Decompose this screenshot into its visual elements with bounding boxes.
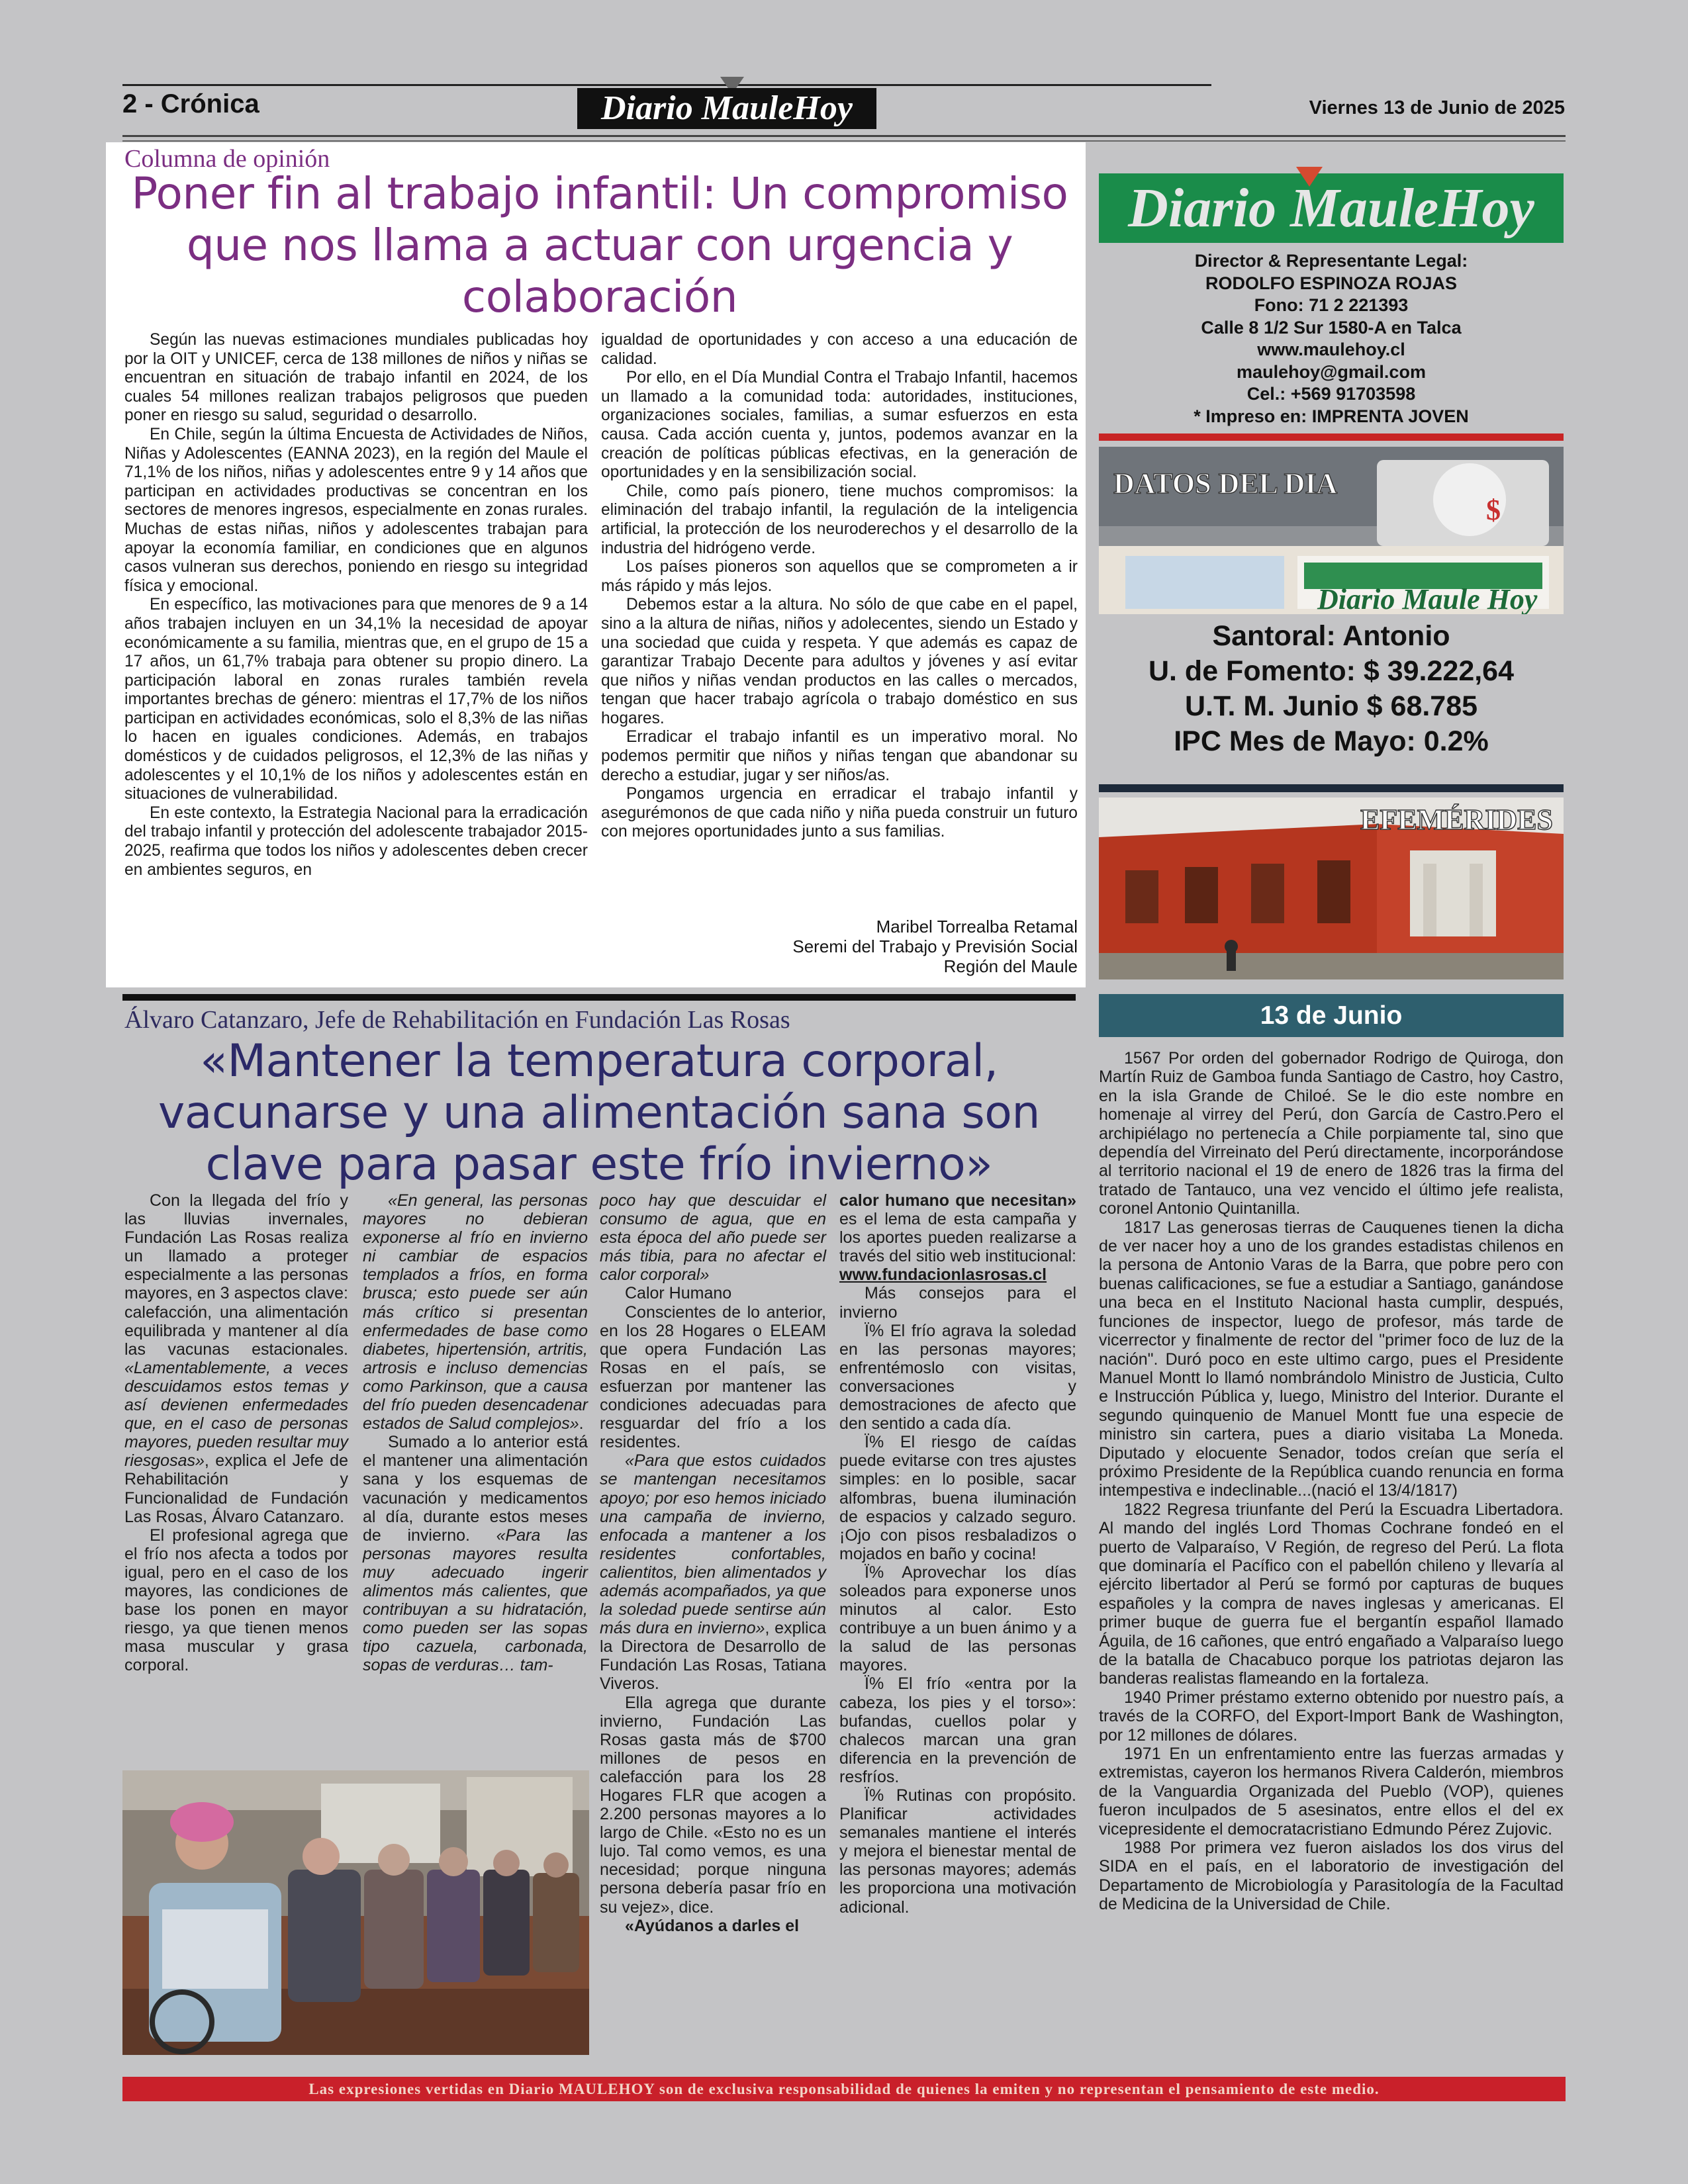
santoral: Santoral: Antonio — [1212, 620, 1450, 652]
article1-column-2 — [601, 331, 1078, 842]
header-divider — [122, 135, 1566, 137]
article-divider — [122, 994, 1076, 1001]
list-item: Ï% El frío agrava la soledad en las personas mayores; enfrentémoslo con visitas, conversaciones y demostraciones de afecto que den sentido a cada día. — [839, 1321, 1076, 1433]
article2-kicker: Álvaro Catanzaro, Jefe de Rehabilitación en Fundación Las Rosas — [124, 1006, 790, 1034]
list-item: Ï% Aprovechar los días soleados para exponerse unos minutos al calor. Esto contribuye a un buen ánimo y a la salud de las personas mayores. — [839, 1563, 1076, 1675]
paragraph: poco hay que descuidar el consumo de agua, que en esta época del año puede ser más tibia, para no afectar el calor corporal» — [600, 1191, 826, 1285]
sidebar-red-rule — [1099, 433, 1564, 441]
residents-photo — [122, 1770, 589, 2055]
ipc-value: IPC Mes de Mayo: 0.2% — [1174, 725, 1489, 757]
paragraph: Pongamos urgencia en erradicar el trabajo infantil y asegurémonos de que cada niño y niña pueda construir un futuro con mejores oportunidades junto a sus familias. — [601, 785, 1078, 841]
utm-value: U.T. M. Junio $ 68.785 — [1184, 690, 1478, 722]
sidebar-logo: Diario MauleHoy — [1099, 173, 1564, 243]
residents-photo-illustration — [122, 1770, 589, 2055]
article2-column-3 — [600, 1191, 826, 1935]
article1-headline: Poner fin al trabajo infantil: Un compromiso que nos llama a actuar con urgencia y colaboración — [131, 168, 1068, 322]
masthead-logo: Diario MauleHoy — [577, 88, 876, 129]
header-rule — [122, 84, 1211, 86]
section-label: 2 - Crónica — [122, 89, 259, 118]
email-link[interactable]: maulehoy@gmail.com — [1237, 361, 1426, 382]
list-item: Ï% Rutinas con propósito. Planificar actividades semanales mantiene el interés y mejora el bienestar mental de las personas mayores; además les proporciona una motivación adicional. — [839, 1786, 1076, 1917]
subheading: Calor Humano — [625, 1284, 732, 1303]
efemeride-item: 1822 Regresa triunfante del Perú la Escuadra Libertadora. Al mando del inglés Lord Thomas Cochrane fondeó en el puerto de Valparaíso, V Región, de regreso del Perú. La flota que dominaría el Pacífico con el pabellón chileno y llevaría al ejército libertador al Perú se formó por capturas de buques españoles y la compra de naves inglesas y americanas. El primer buque de guerra fue el bergantín español llamado Águila, de 16 cañones, que entró engañado a Valparaíso luego de la batalla de Chacabuco porque los patriotas dejaron las banderas realistas flameando en la fortaleza. — [1099, 1500, 1564, 1688]
author-name: Maribel Torrealba Retamal — [876, 917, 1078, 936]
header-divider-thin — [122, 140, 1566, 142]
paragraph: Con la llegada del frío y las lluvias invernales, Fundación Las Rosas realiza un llamado a proteger especialmente a las personas mayores, en 3 aspectos clave: calefacción, una alimentación equilibrada y mantener al día las vacunas estacionales. «Lamentablemente, a veces descuidamos estos temas y así devienen enfermedades que, en el caso de personas mayores, pueden resultar muy riesgosas», explica el Jefe de Rehabilitación y Funcionalidad de Fundación Las Rosas, Álvaro Catanzaro. — [124, 1191, 348, 1526]
efemerides-list — [1099, 1049, 1564, 1914]
website-link[interactable]: www.maulehoy.cl — [1257, 340, 1405, 359]
efemerides-image — [1099, 797, 1564, 979]
paragraph: Los países pioneros son aquellos que se comprometen a ir más rápido y más lejos. — [601, 558, 1078, 595]
article2-column-4 — [839, 1191, 1076, 1917]
paragraph: Según las nuevas estimaciones mundiales publicadas hoy por la OIT y UNICEF, cerca de 138 millones de niños y niñas se encuentran en situación de trabajo infantil en 2024, de los cuales 54 millones realizan trabajos peligrosos que pueden poner en riesgo su salud, seguridad o desarrollo. — [124, 331, 588, 425]
efemerides-title: EFEMÉRIDES — [1360, 803, 1553, 836]
paragraph: Conscientes de lo anterior, en los 28 Hogares o ELEAM que opera Fundación Las Rosas en el país, se esfuerzan por mantener las condiciones adecuadas para resguardar del frío a los residentes. — [600, 1302, 826, 1452]
paragraph: Debemos estar a la altura. No sólo de que cabe en el papel, sino a la altura de niñas, niños y adolecentes, siendo un Estado y una sociedad que cuida y respeta. Y que además es capaz de garantizar Trabajo Decente para adultos y jóvenes y así evitar que niños y niñas vendan productos en las calles o mercados, tengan que hacer trabajo agrícola o trabajo doméstico en sus hogares. — [601, 596, 1078, 727]
author-title: Seremi del Trabajo y Previsión Social — [792, 936, 1078, 956]
uf-value: U. de Fomento: $ 39.222,64 — [1148, 655, 1515, 687]
logo-triangle-icon — [1296, 167, 1323, 187]
article1-signature — [792, 917, 1078, 976]
paragraph: En este contexto, la Estrategia Nacional para la erradicación del trabajo infantil y protección del adolescente trabajador 2015-2025, reafirma que todos los niños y adolescentes deben crecer en ambientes seguros, en — [124, 803, 588, 879]
datos-del-dia-image — [1099, 447, 1564, 614]
paragraph: Sumado a lo anterior está el mantener una alimentación sana y los esquemas de vacunación y medicamentos al día, durante estos meses de invierno. «Para las personas mayores resulta muy adecuado ingerir alimentos más calientes, que contribuyan a su hidratación, como pueden ser las sopas tipo cazuela, carbonada, sopas de verduras… tam- — [363, 1433, 588, 1675]
datos-img-logo: Diario Maule Hoy — [1317, 583, 1538, 614]
paragraph: Erradicar el trabajo infantil es un imperativo moral. No podemos permitir que niños y niñas tengan que abandonar su derecho a estudiar, jugar y ser niños/as. — [601, 728, 1078, 784]
paragraph: En Chile, según la última Encuesta de Actividades de Niños, Niñas y Adolescentes (EANNA 2023), en la región del Maule el 71,1% de los niños, niñas y adolescentes entre 9 y 14 años que participan en actividades productivas se concentran en los sectores de menores ingresos, especialmente en zonas rurales. Muchas de estas niñas, niños y adolescentes trabajan para apoyar la economía familiar, en condiciones que en algunos casos vulneran sus derechos, poniendo en riesgo su integridad física y emocional. — [124, 425, 588, 595]
author-region: Región del Maule — [943, 956, 1078, 976]
efemerides-illustration — [1099, 797, 1564, 979]
paragraph: Ella agrega que durante invierno, Fundación Las Rosas gasta más de $700 millones de pesos en calefacción para los 28 Hogares FLR que acogen a 2.200 personas mayores a lo largo de Chile. «Esto no es un lujo. Tal como vemos, es una necesidad; porque ninguna persona debería pasar frío en su vejez», dice. — [600, 1693, 826, 1917]
article1-column-1 — [124, 331, 588, 880]
efemeride-item: 1988 Por primera vez fueron aislados los dos virus del SIDA en el país, en el laboratorio de investigación del Departamento de Microbiología y Parasitología de la Facultad de Medicina de la Universidad de Chile. — [1099, 1839, 1564, 1914]
article2-column-1 — [124, 1191, 348, 1674]
directory-line: Fono: 71 2 221393 — [1254, 295, 1409, 315]
directory-line: Calle 8 1/2 Sur 1580-A en Talca — [1201, 317, 1462, 338]
paragraph: El profesional agrega que el frío nos afecta a todos por igual, pero en el caso de los mayores, las condiciones de base los ponen en mayor riesgo, ya que tienen menos masa muscular y grasa corporal. — [124, 1525, 348, 1675]
paragraph: calor humano que necesitan» es el lema de esta campaña y los aportes pueden realizarse a través del sitio web institucional: www.fundacionlasrosas.cl — [839, 1191, 1076, 1285]
efemerides-date-bar: 13 de Junio — [1099, 994, 1564, 1037]
paragraph: Por ello, en el Día Mundial Contra el Trabajo Infantil, hacemos un llamado a la comunidad toda: autoridades, instituciones, organizaciones sociales, familias, a sumar esfuerzos en esta causa. Cada acción cuenta y, juntos, podemos avanzar en la creación de políticas públicas efectivas, en la generación de oportunidades y en la sensibilización social. — [601, 369, 1078, 482]
paragraph: igualdad de oportunidades y con acceso a una educación de calidad. — [601, 331, 1078, 368]
paragraph: Más consejos para el invierno — [839, 1284, 1076, 1322]
directory-line: RODOLFO ESPINOZA ROJAS — [1205, 273, 1458, 293]
sidebar-dark-rule — [1099, 784, 1564, 792]
directory-line: Director & Representante Legal: — [1194, 251, 1468, 271]
efemeride-item: 1971 En un enfrentamiento entre las fuerzas armadas y extremistas, cayeron los hermanos Rivera Calderón, miembros de la Vanguardia Organizada del Pueblo (VOP), quienes fueron inculpados de 5 asesinatos, entre ellos el del ex vicepresidente el democratacristiano Edmundo Pérez Zujovic. — [1099, 1745, 1564, 1839]
issue-date: Viernes 13 de Junio de 2025 — [1309, 97, 1565, 118]
datos-title: DATOS DEL DIA — [1113, 467, 1338, 500]
efemeride-item: 1567 Por orden del gobernador Rodrigo de Quiroga, don Martín Ruiz de Gamboa funda Santiago de Castro, hoy Castro, en la isla Grande de Chiloé. Se le dio este nombre en homenaje al virrey del Perú, don García de Castro.Pero el archipiélago no pertenecía a Chile porpiamente tal, sino que dependía del Virreinato del Perú directamente, incorporándose al territorio nacional el 19 de enero de 1826 tras la firma del tratado de Tantauco, una vez vencido el último jefe realista, coronel Antonio Quintanilla. — [1099, 1049, 1564, 1218]
paragraph: «En general, las personas mayores no debieran exponerse al frío en invierno ni cambiar de espacios templados a fríos, en forma brusca; esto puede ser aún más crítico si presentan enfermedades de base como diabetes, hipertensión, artritis, artrosis e incluso demencias como Parkinson, que a causa del frío pueden desencadenar estados de Salud complejos». — [363, 1191, 588, 1433]
article2-headline: «Mantener la temperatura corporal, vacunarse y una alimentación sana son clave para pasar este frío invierno» — [158, 1035, 1040, 1191]
paragraph: «Para que estos cuidados se mantengan necesitamos apoyo; por eso hemos iniciado una campaña de invierno, enfocada a mantener a los residentes confortables, calientitos, bien alimentados y además acompañados, ya que la soledad puede sentirse aún más dura en invierno», explica la Directora de Desarrollo de Fundación Las Rosas, Tatiana Viveros. — [600, 1451, 826, 1694]
efemeride-item: 1940 Primer préstamo externo obtenido por nuestro país, a través de la CORFO, del Export-Import Bank de Washington, por 12 millones de dólares. — [1099, 1688, 1564, 1745]
paragraph: «Ayúdanos a darles el — [625, 1916, 800, 1935]
staff-directory — [1099, 250, 1564, 428]
efemeride-item: 1817 Las generosas tierras de Cauquenes tienen la dicha de ver nacer hoy a uno de los grandes estadistas chilenos en la persona de Antonio Varas de la Barra, que pobre pero con buenas calificaciones, se fue a estudiar a Santiago, ganándose una beca en el Instituto Nacional hasta cumplir, después, funciones de inspector, luego de profesor, más tarde de vicerrector y finalmente de rector del "primer foco de luz de la nación". Duró poco en este ultimo cargo, pues el Presidente Manuel Montt lo llamó nombrándolo Ministro de Justicia, Culto e Instrucción Pública y, luego, Ministro del Interior. Durante el segundo quinquenio de Manuel Montt fue una especie de ministro sin cartera, pues a diario visitaba La Moneda. Diputado y elocuente Senador, todos creían que sería el próximo Presidente de la República cuando renuncia en forma intempestiva e indeclinable...(nació el 13/4/1817) — [1099, 1218, 1564, 1500]
directory-line: Cel.: +569 91703598 — [1246, 384, 1416, 404]
article1-kicker: Columna de opinión — [124, 145, 330, 173]
datos-del-dia-illustration — [1099, 447, 1564, 614]
directory-line: * Impreso en: IMPRENTA JOVEN — [1194, 406, 1469, 426]
list-item: Ï% El riesgo de caídas puede evitarse con tres ajustes simples: en lo posible, sacar alfombras, buena iluminación de espacios y calzado seguro. ¡Ojo con pisos resbaladizos o mojados en baño y cocina! — [839, 1433, 1076, 1563]
disclaimer-footer: Las expresiones vertidas en Diario MAULEHOY son de exclusiva responsabilidad de quienes la emiten y no representan el pensamiento de este medio. — [122, 2077, 1566, 2101]
daily-values — [1099, 619, 1564, 759]
paragraph: Chile, como país pionero, tiene muchos compromisos: la eliminación del trabajo infantil, la regulación de la inteligencia artificial, la protección de los neuroderechos y el desarrollo de la industria del hidrógeno verde. — [601, 482, 1078, 557]
svg-text:$: $ — [1486, 494, 1501, 526]
list-item: Ï% El frío «entra por la cabeza, los pies y el torso»: bufandas, cuellos polar y chalecos marcan una gran diferencia en la prevención de resfríos. — [839, 1674, 1076, 1786]
article2-column-2 — [363, 1191, 588, 1674]
website-link[interactable]: www.fundacionlasrosas.cl — [839, 1265, 1047, 1285]
paragraph: En específico, las motivaciones para que menores de 9 a 14 años trabajen incluyen en un 34,1% la necesidad de apoyar económicamente a su familia, mientras que, en el grupo de 15 a 17 años, un 61,7% trabaja para obtener su propio dinero. La participación laboral en zonas rurales también revela importantes brechas de género: mientras el 17,7% de los niños participan en actividades económicas, solo el 8,3% de las niñas lo hacen en iguales condiciones. Además, en trabajos domésticos y de cuidados peligrosos, el 12,3% de las niñas y adolescentes y el 10,1% de los niños y adolescentes están en situaciones de vulnerabilidad. — [124, 596, 588, 803]
